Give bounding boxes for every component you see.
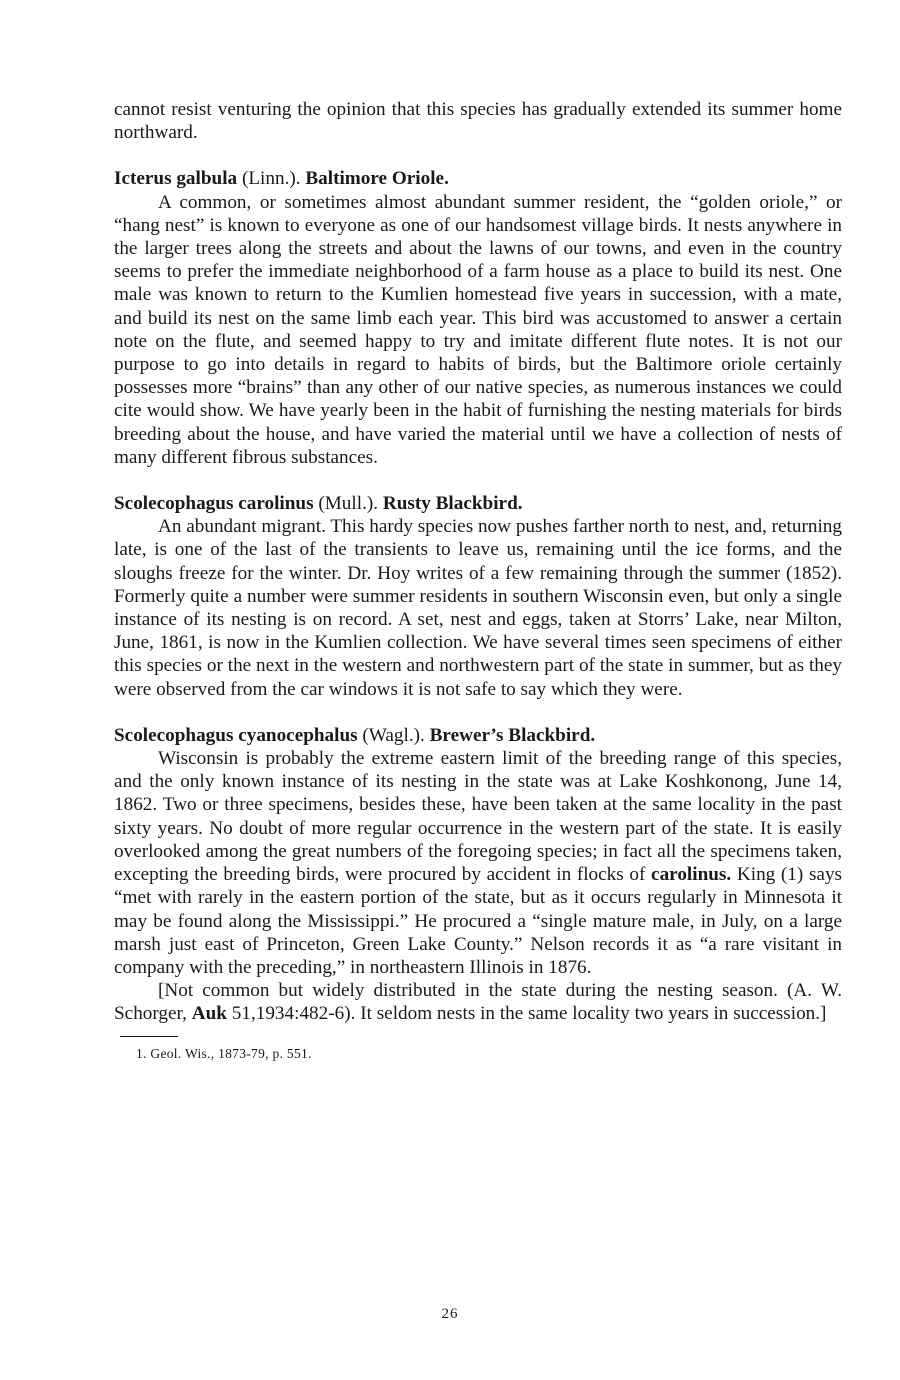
authority: (Wagl.). [362,724,425,746]
footnote-divider [120,1036,178,1037]
paragraph-text: 51,1934:482-6). It seldom nests in the same locality two years in succession.] [231,1003,827,1025]
intro-paragraph: cannot resist venturing the opinion that this species has gradually extended its summer home northward. [114,99,842,144]
paragraph-text: Wisconsin is probably the extreme eastern limit of the breeding range of this species, and the only known instance of its nesting in the state was at Lake Koshkonong, June 14, 1862. Two or three specimens, besides these, have been taken at the same locality in the past sixty years. No doubt of more regular occurrence in the western part of the state. It is easily overlooked among the great numbers of the foregoing species; in fact all the specimens taken, excepting the breeding birds, were procured by accident in flocks of [114,748,842,886]
scientific-name: Scolecophagus cyanocephalus [114,724,358,746]
species-heading [114,167,842,190]
scientific-name: Scolecophagus carolinus [114,493,314,515]
common-name: Brewer’s Blackbird. [429,724,596,746]
authority: (Mull.). [318,493,379,515]
common-name: Rusty Blackbird. [382,493,523,515]
species-paragraph: An abundant migrant. This hardy species now pushes farther north to nest, and, returning late, is one of the last of the transients to leave us, remaining until the ice forms, and the sloughs freeze for the winter. Dr. Hoy writes of a few remaining through the summer (1852). Formerly quite a number were summer residents in southern Wisconsin even, but only a single instance of its nesting is on record. A set, nest and eggs, taken at Storrs’ Lake, near Milton, June, 1861, is now in the Kumlien collection. We have several times seen specimens of either this species or the next in the western and northwestern part of the state in summer, but as they were observed from the car windows it is not safe to say which they were. [114,516,842,700]
paragraph-text: [Not common but widely distributed in the state during the nesting season. (A. W. Schorger, [114,980,842,1025]
editor-note-paragraph [114,979,842,1025]
common-name: Baltimore Oriole. [305,168,449,190]
footnote: 1. Geol. Wis., 1873-79, p. 551. [136,1045,312,1061]
bold-species-reference: carolinus. [651,864,732,886]
species-entry-brewers-blackbird [114,724,842,1026]
page-number: 26 [441,1306,459,1322]
species-heading [114,724,842,747]
scientific-name: Icterus galbula [114,168,238,190]
text-column [114,98,842,1063]
species-entry-rusty-blackbird [114,492,842,701]
species-paragraph [114,747,842,979]
species-heading [114,492,842,515]
species-paragraph: A common, or sometimes almost abundant summer resident, the “golden oriole,” or “hang nest” is known to everyone as one of our handsomest village birds. It nests anywhere in the larger trees along the streets and about the lawns of our towns, and even in the country seems to prefer the immediate neighborhood of a farm house as a place to build its nest. One male was known to return to the Kumlien homestead five years in succession, with a mate, and build its nest on the same limb each year. This bird was accustomed to answer a certain note on the flute, and seemed happy to try and imitate different flute notes. It is not our purpose to go into details in regard to habits of birds, but the Baltimore oriole certainly possesses more “brains” than any other of our native species, as numerous instances we could cite would show. We have yearly been in the habit of furnishing the nesting materials for birds breeding about the house, and have varied the material until we have a collection of nests of many different fibrous substances. [114,191,842,468]
paragraph-text: King (1) says “met with rarely in the eastern portion of the state, but as it occurs regularly in Minnesota it may be found along the Mississippi.” He procured a “single mature male, in July, on a large marsh just east of Princeton, Green Lake County.” Nelson records it as “a rare visitant in company with the preceding,” in northeastern Illinois in 1876. [114,864,843,978]
journal-name: Auk [191,1003,227,1025]
authority: (Linn.). [241,168,301,190]
species-entry-baltimore-oriole [114,167,842,469]
